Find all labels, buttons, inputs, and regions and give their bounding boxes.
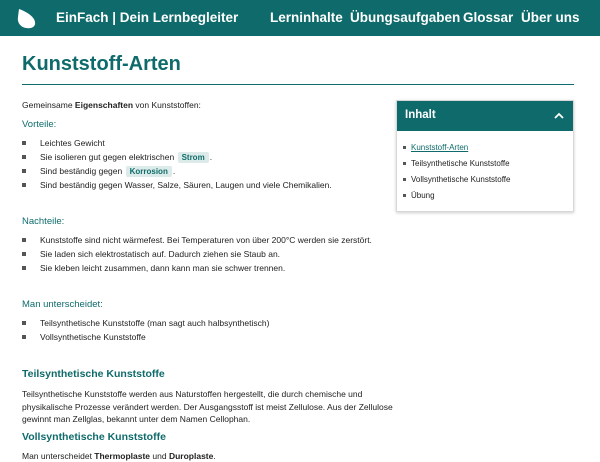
vollsynthetisch-heading: Vollsynthetische Kunststoffe <box>22 431 166 443</box>
bullet-marker <box>403 146 406 149</box>
toc-item-vollsynthetisch[interactable] <box>397 175 573 187</box>
toc-item-label: Kunststoff-Arten <box>411 143 469 152</box>
list-item-text: Kunststoffe sind nicht wärmefest. Bei Temperaturen von über 200°C werden sie zerstört. <box>40 235 372 245</box>
list-item-text-after: . <box>209 152 213 162</box>
unterscheidung-heading: Man unterscheidet: <box>22 299 103 310</box>
bullet-marker <box>403 194 406 197</box>
list-item-text: Sind beständig gegen Wasser, Salze, Säuren, Laugen und viele Chemikalien. <box>40 180 332 190</box>
nav-lerninhalte[interactable]: Lerninhalte <box>270 10 343 25</box>
bullet-marker <box>22 155 26 159</box>
nav-glossar[interactable]: Glossar <box>463 10 514 25</box>
vorteile-heading: Vorteile: <box>22 119 57 130</box>
list-item-text: Teilsynthetische Kunststoffe (man sagt auch halbsynthetisch) <box>40 318 270 328</box>
vollsynthetisch-paragraph <box>22 450 216 462</box>
site-brand[interactable]: EinFach | Dein Lernbegleiter <box>56 10 239 25</box>
nav-uebungsaufgaben[interactable]: Übungsaufgaben <box>350 10 461 25</box>
list-item-text-after: . <box>172 166 176 176</box>
list-item-text: Sie laden sich elektrostatisch auf. Dadurch ziehen sie Staub an. <box>40 249 281 259</box>
paragraph-line: Teilsynthetische Kunststoffe werden aus Naturstoffen hergestellt, die durch chemische und <box>22 389 363 399</box>
bullet-marker <box>22 238 26 242</box>
teilsynthetisch-heading: Teilsynthetische Kunststoffe <box>22 368 165 380</box>
toc-item-teilsynthetisch[interactable] <box>397 159 573 171</box>
toc-title: Inhalt <box>405 109 436 121</box>
nachteile-heading: Nachteile: <box>22 216 65 227</box>
toc-item-label: Teilsynthetische Kunststoffe <box>411 159 510 168</box>
paragraph-line: physikalische Prozesse verändert werden. Der Ausgangsstoff ist meist Zellulose. Aus der Zellulose <box>22 401 393 412</box>
chevron-up-icon[interactable] <box>553 110 565 122</box>
bullet-marker <box>22 266 26 270</box>
term-thermoplaste: Thermoplaste <box>94 451 151 461</box>
list-item-text <box>40 152 212 163</box>
bullet-marker <box>22 169 26 173</box>
toc-item-label: Übung <box>411 191 435 200</box>
bullet-marker <box>22 141 26 145</box>
list-item-text-before: Sind beständig gegen <box>40 166 125 176</box>
list-item-text-before: Sie isolieren gut gegen elektrischen <box>40 152 177 162</box>
intro-text <box>22 100 201 110</box>
list-item-text: Vollsynthetische Kunststoffe <box>40 332 146 342</box>
paragraph-text: Man unterscheidet <box>22 451 95 461</box>
top-navigation-bar <box>0 0 600 36</box>
intro-before: Gemeinsame <box>22 100 75 110</box>
paragraph-text: und <box>150 451 169 461</box>
toc-item-uebung[interactable] <box>397 191 573 203</box>
bullet-marker <box>22 321 26 325</box>
glossary-term-korrosion[interactable]: Korrosion <box>126 166 172 177</box>
list-item-text <box>40 166 175 177</box>
toc-item-kunststoff-arten[interactable] <box>397 143 573 155</box>
bullet-marker <box>22 183 26 187</box>
page-title: Kunststoff-Arten <box>22 53 181 75</box>
toc-header[interactable] <box>397 101 573 131</box>
toc-item-label: Vollsynthetische Kunststoffe <box>411 175 511 184</box>
teilsynthetisch-paragraph <box>22 388 393 426</box>
bullet-marker <box>22 252 26 256</box>
bullet-marker <box>403 178 406 181</box>
drop-icon[interactable] <box>14 6 38 30</box>
list-item-text: Sie kleben leicht zusammen, dann kann man sie schwer trennen. <box>40 263 286 273</box>
term-duroplaste: Duroplaste <box>168 451 214 461</box>
bullet-marker <box>22 335 26 339</box>
nav-ueber-uns[interactable]: Über uns <box>521 10 580 25</box>
title-divider <box>22 84 574 85</box>
intro-after: von Kunststoffen: <box>133 100 201 110</box>
intro-bold: Eigenschaften <box>74 100 134 110</box>
paragraph-line: gewinnt man Zellglas, bekannt unter dem Namen Cellophan. <box>22 414 251 424</box>
table-of-contents <box>396 100 574 212</box>
paragraph-text: . <box>213 451 216 461</box>
list-item-text: Leichtes Gewicht <box>40 138 105 148</box>
bullet-marker <box>403 162 406 165</box>
glossary-term-strom[interactable]: Strom <box>178 152 209 163</box>
